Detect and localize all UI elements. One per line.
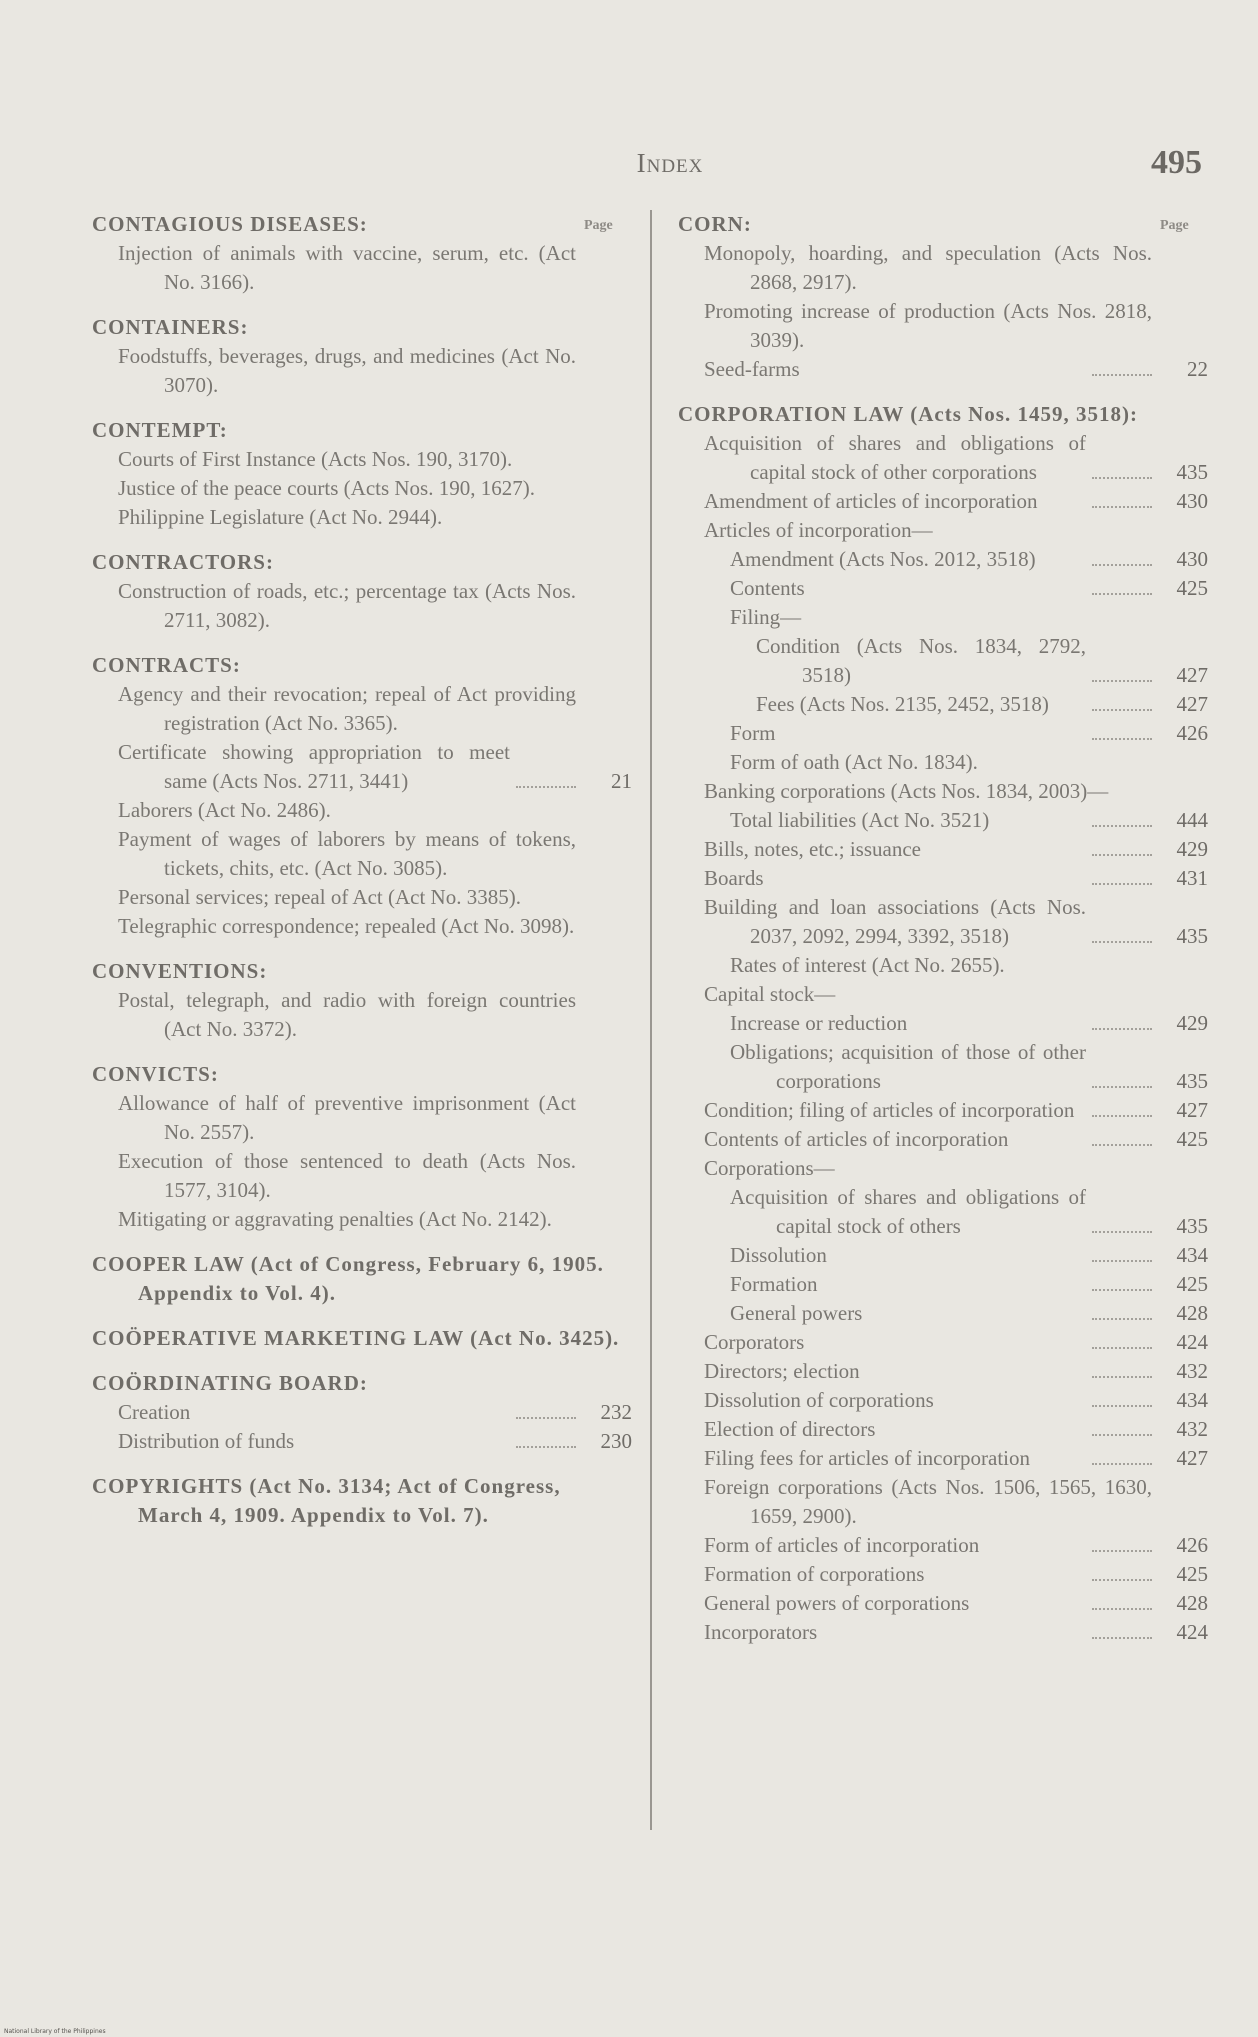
subentry-page: 426: [1176, 1533, 1208, 1557]
index-subentry: [678, 748, 1208, 777]
index-heading: CONTRACTS:: [92, 653, 241, 677]
subentry-text: Foreign corporations (Acts Nos. 1506, 1565, 1630, 1659, 2900).: [704, 1475, 1152, 1528]
index-heading: COPYRIGHTS (Act No. 3134; Act of Congress, March 4, 1909. Appendix to Vol. 7).: [92, 1474, 561, 1527]
subentry-page: 427: [1176, 1098, 1208, 1122]
subentry-page: 430: [1176, 489, 1208, 513]
index-subentry: [678, 1328, 1208, 1357]
subentry-page: 427: [1176, 663, 1208, 687]
leader-dots: [1092, 738, 1152, 740]
subentry-text: General powers: [730, 1301, 863, 1325]
index-subentry: [92, 445, 632, 474]
running-header: Index: [636, 148, 704, 178]
leader-dots: [516, 786, 576, 788]
index-subentry: [678, 1154, 1208, 1183]
index-subentry: [678, 835, 1208, 864]
index-subentry: [678, 1009, 1208, 1038]
index-subentry: [678, 632, 1208, 690]
subentry-text: Agency and their revocation; repeal of Act providing registration (Act No. 3365).: [118, 682, 576, 735]
subentry-page: 22: [1187, 357, 1208, 381]
index-subentry: [678, 487, 1208, 516]
subentry-text: Dissolution of corporations: [704, 1388, 934, 1412]
leader-dots: [1092, 883, 1152, 885]
index-subentry: [678, 1386, 1208, 1415]
subentry-text: Total liabilities (Act No. 3521): [730, 808, 990, 832]
footer-credit: National Library of the Philippines: [4, 2028, 106, 2035]
index-subentry: [678, 1270, 1208, 1299]
subentry-page: 428: [1176, 1591, 1208, 1615]
index-subentry: [678, 1299, 1208, 1328]
index-subentry: [678, 1589, 1208, 1618]
subentry-page: 435: [1176, 924, 1208, 948]
leader-dots: [1092, 1434, 1152, 1436]
index-heading: COOPER LAW (Act of Congress, February 6, 1905. Appendix to Vol. 4).: [92, 1252, 604, 1305]
subentry-text: Seed-farms: [704, 357, 800, 381]
subentry-text: Boards: [704, 866, 764, 890]
subentry-page: 434: [1176, 1243, 1208, 1267]
subentry-text: Formation: [730, 1272, 818, 1296]
subentry-text: Payment of wages of laborers by means of tokens, tickets, chits, etc. (Act No. 3085).: [118, 827, 576, 880]
subentry-text: Distribution of funds: [118, 1429, 295, 1453]
subentry-text: Form: [730, 721, 776, 745]
subentry-page: 427: [1176, 692, 1208, 716]
index-subentry: [92, 825, 632, 883]
subentry-text: Banking corporations (Acts Nos. 1834, 2003)—: [704, 779, 1109, 803]
subentry-page: 435: [1176, 460, 1208, 484]
index-subentry: [92, 680, 632, 738]
subentry-text: Corporators: [704, 1330, 805, 1354]
subentry-text: Form of oath (Act No. 1834).: [730, 750, 978, 774]
subentry-page: 430: [1176, 547, 1208, 571]
index-subentry: [92, 1089, 632, 1147]
leader-dots: [1092, 1608, 1152, 1610]
leader-dots: [1092, 1028, 1152, 1030]
subentry-text: Corporations—: [704, 1156, 835, 1180]
index-subentry: [678, 1618, 1208, 1647]
subentry-page: 425: [1176, 1127, 1208, 1151]
subentry-text: General powers of corporations: [704, 1591, 970, 1615]
leader-dots: [1092, 1144, 1152, 1146]
subentry-page: 425: [1176, 1272, 1208, 1296]
index-subentry: [678, 603, 1208, 632]
subentry-text: Injection of animals with vaccine, serum, etc. (Act No. 3166).: [118, 241, 576, 294]
subentry-text: Fees (Acts Nos. 2135, 2452, 3518): [756, 692, 1049, 716]
subentry-text: Condition (Acts Nos. 1834, 2792, 3518): [756, 634, 1086, 687]
leader-dots: [1092, 506, 1152, 508]
subentry-text: Monopoly, hoarding, and speculation (Acts Nos. 2868, 2917).: [704, 241, 1152, 294]
subentry-text: Justice of the peace courts (Acts Nos. 190, 1627).: [118, 476, 535, 500]
subentry-text: Telegraphic correspondence; repealed (Act No. 3098).: [118, 914, 575, 938]
index-subentry: [678, 1560, 1208, 1589]
index-subentry: [92, 1205, 632, 1234]
leader-dots: [1092, 1579, 1152, 1581]
index-subentry: [678, 1357, 1208, 1386]
subentry-page: 21: [611, 769, 632, 793]
leader-dots: [1092, 1463, 1152, 1465]
leader-dots: [1092, 593, 1152, 595]
index-subentry: [92, 1147, 632, 1205]
subentry-page: 230: [600, 1429, 632, 1453]
leader-dots: [1092, 564, 1152, 566]
subentry-text: Creation: [118, 1400, 191, 1424]
page-number: 495: [1151, 144, 1202, 181]
page-column-label-left: Page: [584, 218, 613, 233]
index-subentry: [92, 738, 632, 796]
index-subentry: [92, 503, 632, 532]
subentry-page: 435: [1176, 1214, 1208, 1238]
index-subentry: [92, 239, 632, 297]
index-subentry: [678, 297, 1208, 355]
subentry-text: Certificate showing appropriation to meet same (Acts Nos. 2711, 3441): [118, 740, 510, 793]
index-subentry: [678, 1038, 1208, 1096]
index-subentry: [92, 474, 632, 503]
index-heading: CONTAINERS:: [92, 315, 249, 339]
index-subentry: [678, 951, 1208, 980]
index-subentry: [678, 777, 1208, 806]
subentry-text: Increase or reduction: [730, 1011, 908, 1035]
index-subentry: [678, 719, 1208, 748]
subentry-text: Philippine Legislature (Act No. 2944).: [118, 505, 443, 529]
subentry-text: Condition; filing of articles of incorporation: [704, 1098, 1075, 1122]
subentry-text: Allowance of half of preventive imprisonment (Act No. 2557).: [118, 1091, 576, 1144]
subentry-page: 428: [1176, 1301, 1208, 1325]
subentry-page: 429: [1176, 837, 1208, 861]
index-heading: COÖRDINATING BOARD:: [92, 1371, 368, 1395]
index-heading: CORPORATION LAW (Acts Nos. 1459, 3518):: [678, 402, 1138, 426]
index-heading: CONTRACTORS:: [92, 550, 274, 574]
leader-dots: [1092, 680, 1152, 682]
subentry-text: Foodstuffs, beverages, drugs, and medicines (Act No. 3070).: [118, 344, 576, 397]
subentry-text: Incorporators: [704, 1620, 818, 1644]
index-subentry: [678, 1415, 1208, 1444]
index-subentry: [678, 239, 1208, 297]
index-subentry: [678, 1096, 1208, 1125]
subentry-page: 424: [1176, 1620, 1208, 1644]
subentry-page: 425: [1176, 1562, 1208, 1586]
index-subentry: [678, 516, 1208, 545]
subentry-text: Mitigating or aggravating penalties (Act No. 2142).: [118, 1207, 552, 1231]
index-subentry: [678, 1183, 1208, 1241]
index-heading: CORN:: [678, 212, 752, 236]
index-subentry: [678, 864, 1208, 893]
subentry-text: Form of articles of incorporation: [704, 1533, 980, 1557]
index-subentry: [678, 1473, 1208, 1531]
leader-dots: [1092, 941, 1152, 943]
leader-dots: [1092, 1376, 1152, 1378]
subentry-text: Formation of corporations: [704, 1562, 925, 1586]
index-column-right: [678, 210, 1208, 1647]
subentry-text: Filing—: [730, 605, 802, 629]
leader-dots: [1092, 1347, 1152, 1349]
subentry-page: 425: [1176, 576, 1208, 600]
index-subentry: [92, 1398, 632, 1427]
index-subentry: [678, 1531, 1208, 1560]
subentry-text: Acquisition of shares and obligations of capital stock of others: [730, 1185, 1086, 1238]
column-divider: [650, 210, 652, 1830]
subentry-text: Contents of articles of incorporation: [704, 1127, 1009, 1151]
subentry-page: 432: [1176, 1417, 1208, 1441]
subentry-text: Postal, telegraph, and radio with foreign countries (Act No. 3372).: [118, 988, 576, 1041]
subentry-text: Acquisition of shares and obligations of capital stock of other corporations: [704, 431, 1086, 484]
index-subentry: [678, 893, 1208, 951]
subentry-text: Capital stock—: [704, 982, 836, 1006]
index-heading: CONTAGIOUS DISEASES:: [92, 212, 368, 236]
subentry-page: 427: [1176, 1446, 1208, 1470]
subentry-text: Directors; election: [704, 1359, 860, 1383]
subentry-text: Personal services; repeal of Act (Act No. 3385).: [118, 885, 521, 909]
subentry-text: Promoting increase of production (Acts Nos. 2818, 3039).: [704, 299, 1152, 352]
subentry-text: Filing fees for articles of incorporation: [704, 1446, 1030, 1470]
subentry-text: Dissolution: [730, 1243, 827, 1267]
index-subentry: [92, 342, 632, 400]
leader-dots: [1092, 1260, 1152, 1262]
subentry-page: 432: [1176, 1359, 1208, 1383]
subentry-text: Amendment of articles of incorporation: [704, 489, 1038, 513]
leader-dots: [1092, 1550, 1152, 1552]
subentry-text: Construction of roads, etc.; percentage tax (Acts Nos. 2711, 3082).: [118, 579, 576, 632]
leader-dots: [516, 1446, 576, 1448]
index-subentry: [678, 690, 1208, 719]
index-subentry: [92, 883, 632, 912]
subentry-text: Amendment (Acts Nos. 2012, 3518): [730, 547, 1036, 571]
index-subentry: [92, 796, 632, 825]
index-subentry: [678, 545, 1208, 574]
subentry-text: Contents: [730, 576, 805, 600]
index-subentry: [92, 577, 632, 635]
leader-dots: [1092, 1115, 1152, 1117]
leader-dots: [1092, 1637, 1152, 1639]
subentry-page: 429: [1176, 1011, 1208, 1035]
index-subentry: [92, 912, 632, 941]
index-subentry: [678, 429, 1208, 487]
leader-dots: [516, 1417, 576, 1419]
subentry-text: Execution of those sentenced to death (Acts Nos. 1577, 3104).: [118, 1149, 576, 1202]
subentry-page: 232: [600, 1400, 632, 1424]
subentry-text: Rates of interest (Act No. 2655).: [730, 953, 1005, 977]
leader-dots: [1092, 1318, 1152, 1320]
index-subentry: [678, 355, 1208, 384]
index-heading: CONVICTS:: [92, 1062, 219, 1086]
index-subentry: [92, 1427, 632, 1456]
index-column-left: [92, 210, 632, 1530]
subentry-text: Building and loan associations (Acts Nos. 2037, 2092, 2994, 3392, 3518): [704, 895, 1086, 948]
subentry-page: 424: [1176, 1330, 1208, 1354]
index-heading: CONVENTIONS:: [92, 959, 268, 983]
index-subentry: [678, 574, 1208, 603]
leader-dots: [1092, 1086, 1152, 1088]
subentry-text: Election of directors: [704, 1417, 876, 1441]
subentry-page: 444: [1176, 808, 1208, 832]
subentry-text: Laborers (Act No. 2486).: [118, 798, 331, 822]
subentry-text: Articles of incorporation—: [704, 518, 933, 542]
leader-dots: [1092, 1405, 1152, 1407]
subentry-page: 435: [1176, 1069, 1208, 1093]
subentry-page: 426: [1176, 721, 1208, 745]
index-heading: COÖPERATIVE MARKETING LAW (Act No. 3425).: [92, 1326, 620, 1350]
index-subentry: [678, 806, 1208, 835]
leader-dots: [1092, 709, 1152, 711]
subentry-text: Courts of First Instance (Acts Nos. 190, 3170).: [118, 447, 513, 471]
subentry-page: 434: [1176, 1388, 1208, 1412]
leader-dots: [1092, 477, 1152, 479]
index-subentry: [678, 1125, 1208, 1154]
index-subentry: [678, 1241, 1208, 1270]
subentry-text: Bills, notes, etc.; issuance: [704, 837, 921, 861]
subentry-page: 431: [1176, 866, 1208, 890]
leader-dots: [1092, 1231, 1152, 1233]
leader-dots: [1092, 825, 1152, 827]
leader-dots: [1092, 1289, 1152, 1291]
leader-dots: [1092, 854, 1152, 856]
leader-dots: [1092, 374, 1152, 376]
subentry-text: Obligations; acquisition of those of other corporations: [730, 1040, 1086, 1093]
index-heading: CONTEMPT:: [92, 418, 228, 442]
index-subentry: [678, 980, 1208, 1009]
page-column-label-right: Page: [1160, 218, 1189, 233]
index-subentry: [678, 1444, 1208, 1473]
index-subentry: [92, 986, 632, 1044]
